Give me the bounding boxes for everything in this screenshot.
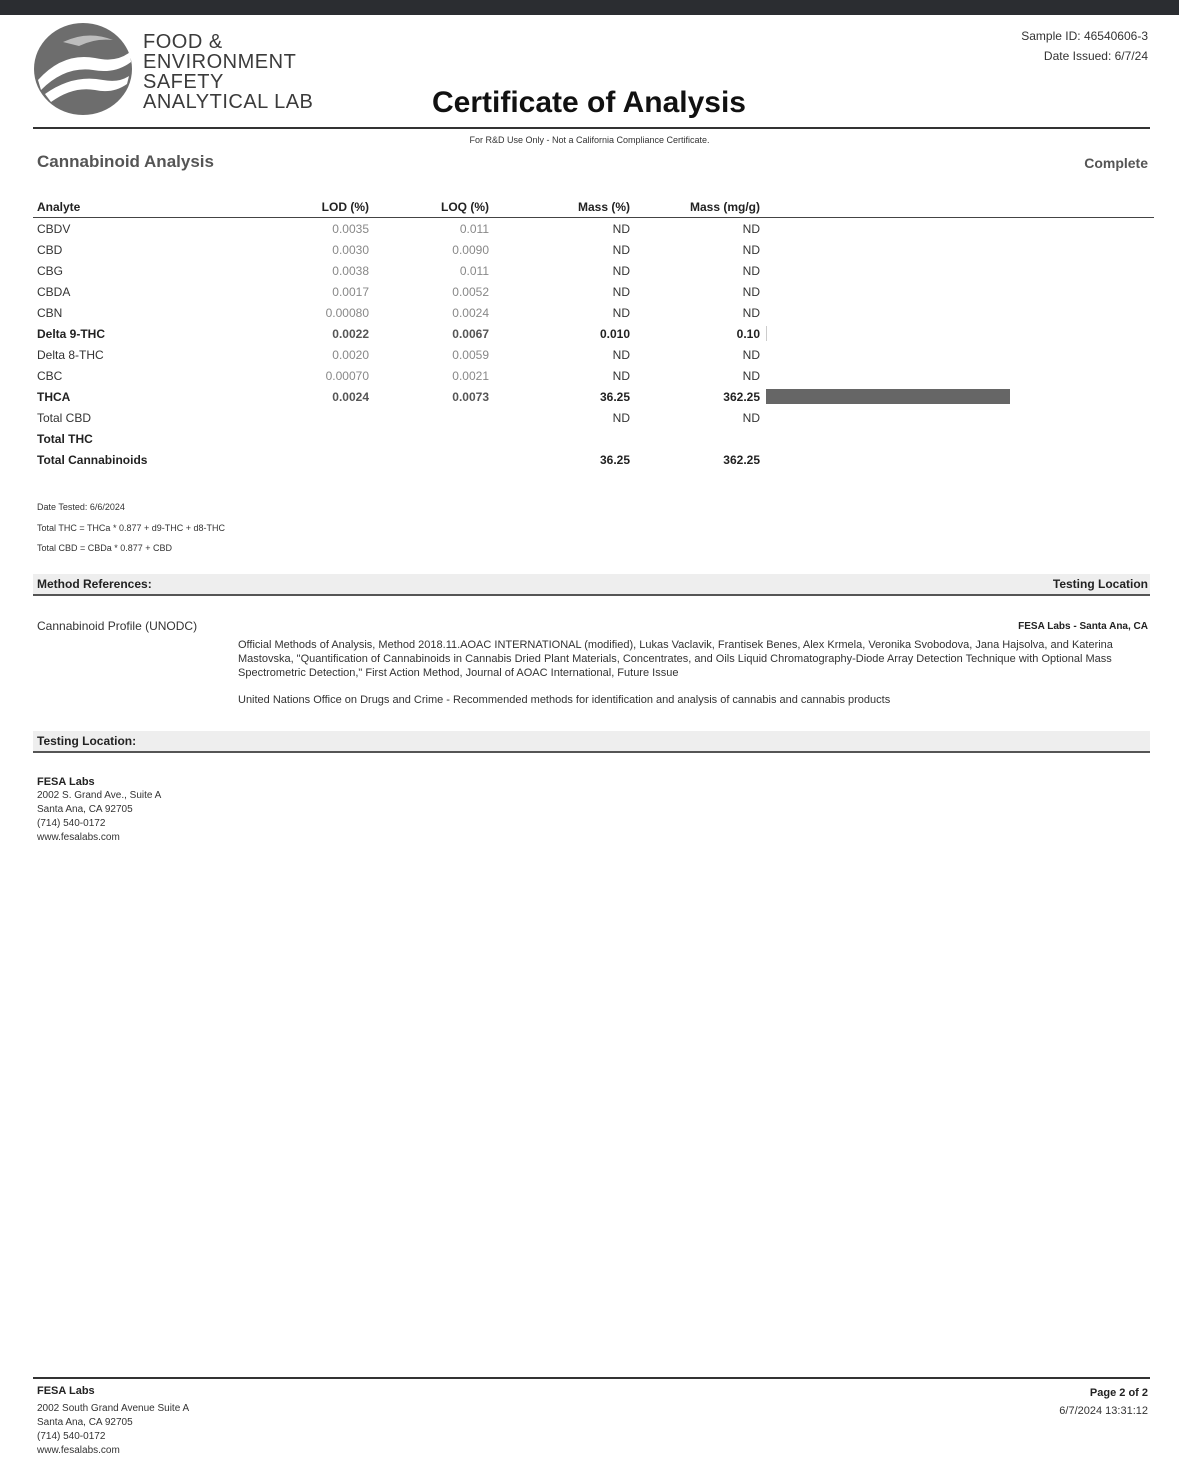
analyte-cell: Delta 9-THC bbox=[37, 326, 106, 341]
header-divider bbox=[33, 127, 1150, 129]
column-header: LOD (%) bbox=[242, 197, 369, 218]
footer-address-line: 2002 South Grand Avenue Suite A bbox=[37, 1403, 190, 1414]
lab-logo-icon bbox=[33, 22, 133, 117]
table-row bbox=[33, 386, 1154, 407]
table-row bbox=[33, 428, 1154, 449]
table-row bbox=[33, 344, 1154, 365]
compliance-note: For R&D Use Only - Not a California Compliance Certificate. bbox=[469, 135, 710, 145]
status-badge: Complete bbox=[1084, 155, 1148, 171]
logo-line: SAFETY bbox=[143, 71, 224, 93]
bar-cell bbox=[760, 218, 1154, 240]
analyte-cell: Total CBD bbox=[37, 410, 92, 425]
table-row bbox=[33, 260, 1154, 281]
bar-cell bbox=[760, 365, 1154, 386]
column-header: Mass (mg/g) bbox=[630, 197, 760, 218]
method-reference-1: Official Methods of Analysis, Method 2018.11.AOAC INTERNATIONAL (modified), Lukas Vaclavik, Frantisek Benes, Alex Krmela, Veronika Svobodova, Jana Hajsolva, and Katerina Mastovska, "Quantification of Cannabinoids in Cannabis Dried Plant Materials, Concentrates, and Oils Liquid Chromatography-Diode Array Detection Technique with Optional Mass Spectrometric Detection," First Action Method, Journal of AOAC International, Future Issue bbox=[238, 639, 1113, 679]
address-line: Santa Ana, CA 92705 bbox=[37, 804, 133, 815]
logo-text bbox=[143, 32, 313, 112]
mass-bar bbox=[766, 326, 767, 341]
lod-cell: 0.0020 bbox=[332, 347, 369, 362]
table-row bbox=[33, 407, 1154, 428]
date-tested: Date Tested: 6/6/2024 bbox=[37, 502, 125, 512]
loq-cell: 0.0024 bbox=[452, 305, 489, 320]
page-title: Certificate of Analysis bbox=[432, 86, 746, 119]
lod-cell: 0.00080 bbox=[325, 305, 369, 320]
method-references-label: Method References: bbox=[37, 577, 152, 591]
sample-info bbox=[1021, 26, 1148, 66]
mass-percent-cell: ND bbox=[612, 305, 630, 320]
sample-id: Sample ID: 46540606-3 bbox=[1021, 29, 1148, 43]
logo-line: ANALYTICAL LAB bbox=[143, 91, 314, 113]
mass-percent-cell bbox=[489, 428, 630, 449]
mass-percent-cell: ND bbox=[612, 410, 630, 425]
logo-line: FOOD & bbox=[143, 31, 223, 53]
loq-cell: 0.0090 bbox=[452, 242, 489, 257]
loq-cell bbox=[369, 407, 489, 428]
analyte-cell: CBC bbox=[37, 368, 63, 383]
analyte-cell: CBDA bbox=[37, 284, 71, 299]
analyte-cell: CBG bbox=[37, 263, 64, 278]
total-thc-formula: Total THC = THCa * 0.877 + d9-THC + d8-THC bbox=[37, 522, 225, 533]
bar-cell bbox=[760, 407, 1154, 428]
table-row bbox=[33, 323, 1154, 344]
mass-percent-cell: ND bbox=[612, 263, 630, 278]
footer-lab-name: FESA Labs bbox=[37, 1385, 95, 1397]
notes bbox=[37, 497, 225, 559]
table-row bbox=[33, 302, 1154, 323]
lod-cell: 0.0024 bbox=[332, 389, 369, 404]
mass-mg-cell: ND bbox=[742, 305, 760, 320]
table-row bbox=[33, 218, 1154, 240]
print-timestamp: 6/7/2024 13:31:12 bbox=[1059, 1405, 1148, 1417]
mass-percent-cell: ND bbox=[612, 284, 630, 299]
analyte-cell: CBD bbox=[37, 242, 63, 257]
bar-cell bbox=[760, 323, 1154, 344]
mass-percent-cell: ND bbox=[612, 242, 630, 257]
loq-cell bbox=[369, 428, 489, 449]
footer-phone: (714) 540-0172 bbox=[37, 1431, 106, 1442]
lod-cell: 0.0022 bbox=[332, 326, 369, 341]
testing-location-header bbox=[33, 731, 1150, 753]
loq-cell: 0.0067 bbox=[452, 326, 489, 341]
loq-cell bbox=[369, 449, 489, 470]
mass-mg-cell: 362.25 bbox=[723, 452, 760, 467]
mass-mg-cell: ND bbox=[742, 284, 760, 299]
lod-cell: 0.0017 bbox=[332, 284, 369, 299]
bar-cell bbox=[760, 449, 1154, 470]
lod-cell: 0.00070 bbox=[325, 368, 369, 383]
page-info bbox=[1059, 1384, 1148, 1420]
bar-cell bbox=[760, 386, 1154, 407]
lod-cell: 0.0038 bbox=[332, 263, 369, 278]
mass-mg-cell: 362.25 bbox=[723, 389, 760, 404]
method-references-header bbox=[33, 574, 1150, 596]
mass-percent-cell: ND bbox=[612, 221, 630, 236]
lod-cell bbox=[242, 428, 369, 449]
results-table bbox=[33, 197, 1154, 470]
address-line: 2002 S. Grand Ave., Suite A bbox=[37, 790, 162, 801]
footer-address-line: Santa Ana, CA 92705 bbox=[37, 1417, 133, 1428]
table-row bbox=[33, 449, 1154, 470]
lod-cell bbox=[242, 407, 369, 428]
page-number: Page 2 of 2 bbox=[1089, 1387, 1148, 1399]
testing-location-label: Testing Location bbox=[1052, 577, 1148, 591]
footer-divider bbox=[33, 1377, 1150, 1379]
website-link[interactable]: www.fesalabs.com bbox=[37, 832, 120, 843]
mass-mg-cell: ND bbox=[742, 410, 760, 425]
mass-mg-cell: ND bbox=[742, 347, 760, 362]
mass-mg-cell: ND bbox=[742, 221, 760, 236]
total-cbd-formula: Total CBD = CBDa * 0.877 + CBD bbox=[37, 543, 173, 553]
phone: (714) 540-0172 bbox=[37, 818, 106, 829]
footer-address bbox=[37, 1384, 189, 1458]
analyte-cell: CBN bbox=[37, 305, 63, 320]
top-bar bbox=[0, 0, 1179, 15]
loq-cell: 0.011 bbox=[459, 221, 489, 236]
table-row bbox=[33, 281, 1154, 302]
bar-cell bbox=[760, 260, 1154, 281]
mass-percent-cell: 0.010 bbox=[599, 326, 630, 341]
loq-cell: 0.0073 bbox=[452, 389, 489, 404]
section-title: Cannabinoid Analysis bbox=[37, 152, 214, 171]
table-header-row bbox=[33, 197, 1154, 218]
loq-cell: 0.0021 bbox=[452, 368, 489, 383]
column-header: Mass (%) bbox=[489, 197, 630, 218]
mass-mg-cell: ND bbox=[742, 368, 760, 383]
method-profile: Cannabinoid Profile (UNODC) bbox=[37, 619, 198, 633]
mass-mg-cell: ND bbox=[742, 263, 760, 278]
lab-name: FESA Labs bbox=[37, 776, 95, 788]
column-header: LOQ (%) bbox=[369, 197, 489, 218]
logo-line: ENVIRONMENT bbox=[143, 51, 297, 73]
date-issued: Date Issued: 6/7/24 bbox=[1043, 49, 1148, 63]
loq-cell: 0.0052 bbox=[452, 284, 489, 299]
table-row bbox=[33, 239, 1154, 260]
mass-percent-cell: 36.25 bbox=[599, 389, 630, 404]
loq-cell: 0.0059 bbox=[452, 347, 489, 362]
table-row bbox=[33, 365, 1154, 386]
mass-percent-cell: 36.25 bbox=[599, 452, 630, 467]
bar-cell bbox=[760, 239, 1154, 260]
column-header: Analyte bbox=[33, 197, 242, 218]
analyte-cell: CBDV bbox=[37, 221, 71, 236]
mass-percent-cell: ND bbox=[612, 368, 630, 383]
analyte-cell: THCA bbox=[37, 389, 71, 404]
method-location: FESA Labs - Santa Ana, CA bbox=[1018, 621, 1148, 632]
bar-cell bbox=[760, 428, 1154, 449]
mass-bar bbox=[766, 389, 1010, 404]
bar-cell bbox=[760, 281, 1154, 302]
mass-mg-cell bbox=[630, 428, 760, 449]
column-header-bar bbox=[760, 197, 1154, 218]
lod-cell: 0.0030 bbox=[332, 242, 369, 257]
bar-cell bbox=[760, 302, 1154, 323]
lab-address bbox=[37, 775, 161, 845]
loq-cell: 0.011 bbox=[459, 263, 489, 278]
analyte-cell: Total THC bbox=[37, 431, 93, 446]
method-reference-2: United Nations Office on Drugs and Crime - Recommended methods for identification and analysis of cannabis and cannabis products bbox=[238, 694, 891, 706]
mass-percent-cell: ND bbox=[612, 347, 630, 362]
testing-location-title: Testing Location: bbox=[37, 734, 137, 748]
mass-mg-cell: 0.10 bbox=[736, 326, 760, 341]
mass-mg-cell: ND bbox=[742, 242, 760, 257]
footer-website-link[interactable]: www.fesalabs.com bbox=[37, 1445, 120, 1456]
analyte-cell: Total Cannabinoids bbox=[37, 452, 148, 467]
analyte-cell: Delta 8-THC bbox=[37, 347, 104, 362]
bar-cell bbox=[760, 344, 1154, 365]
lod-cell: 0.0035 bbox=[332, 221, 369, 236]
lod-cell bbox=[242, 449, 369, 470]
